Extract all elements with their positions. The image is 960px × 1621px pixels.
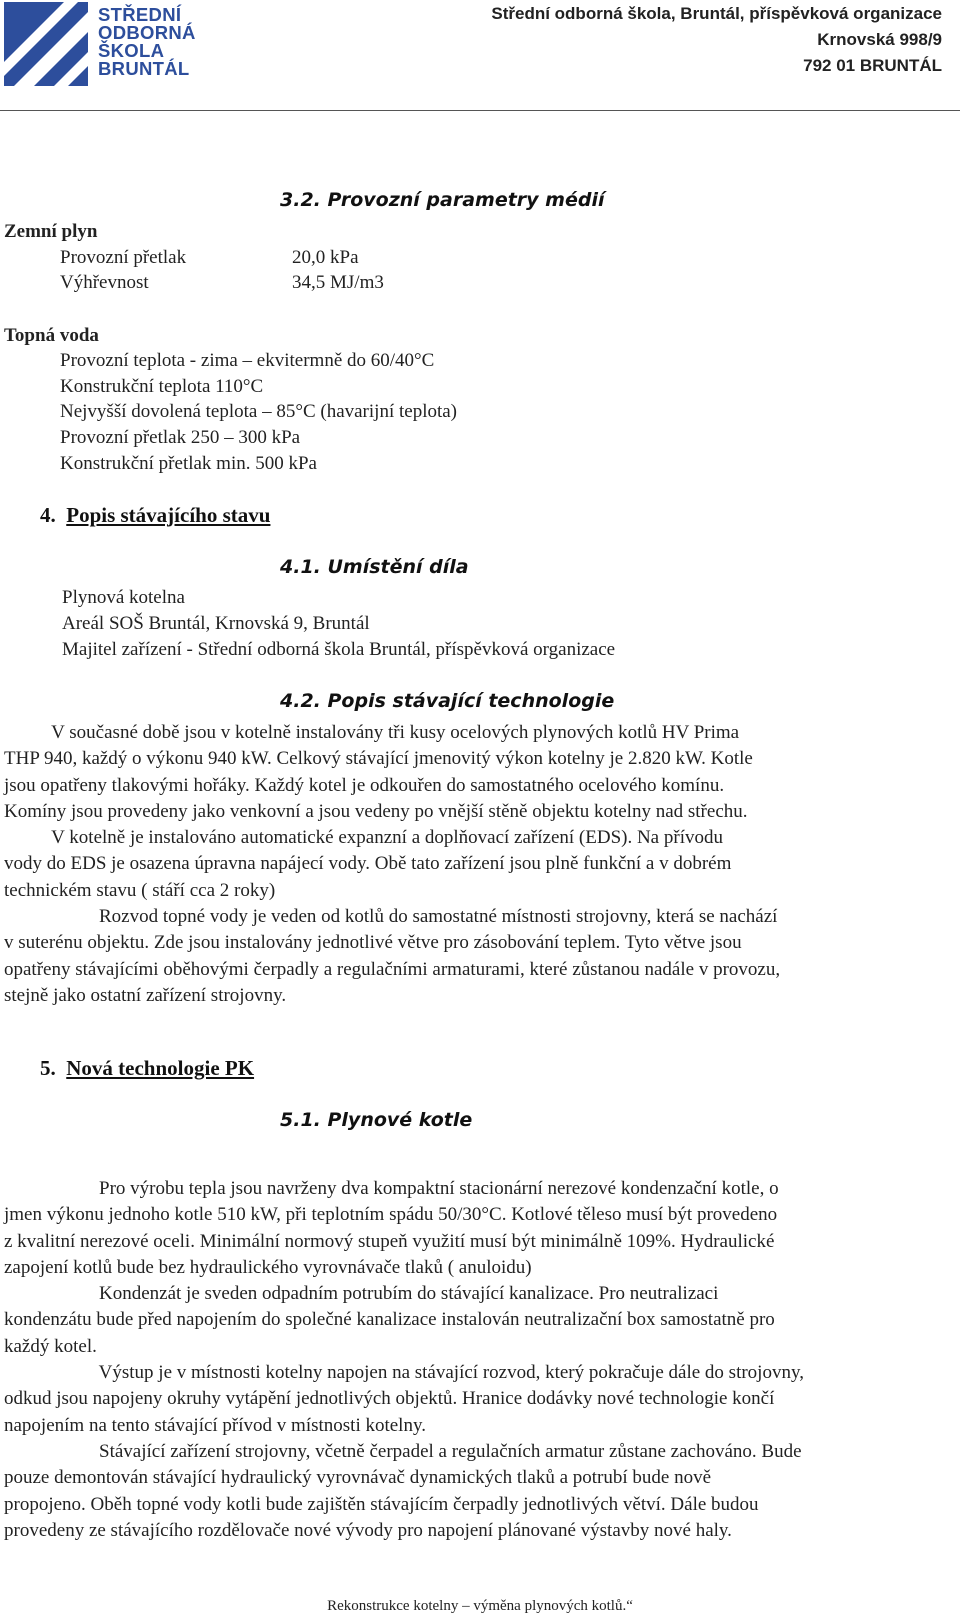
logo-line: ŠKOLA xyxy=(98,40,165,61)
gas-label: Výhřevnost xyxy=(60,272,149,293)
header-divider xyxy=(0,110,960,111)
text-line: technickém stavu ( stáří cca 2 roky) xyxy=(4,879,276,901)
text-line: pouze demontován stávající hydraulický vyrovnávač dynamických tlaků a potrubí bude nově xyxy=(4,1467,712,1489)
text-line: stejně jako ostatní zařízení strojovny. xyxy=(4,984,287,1006)
header-city: 792 01 BRUNTÁL xyxy=(803,56,942,75)
section-4-heading xyxy=(40,503,270,528)
gas-value: 20,0 kPa xyxy=(292,247,359,268)
text-line: Rozvod topné vody je veden od kotlů do samostatné místnosti strojovny, která se nachází xyxy=(4,906,778,928)
header-street: Krnovská 998/9 xyxy=(817,30,942,49)
logo-line: ODBORNÁ xyxy=(98,22,196,43)
logo-wordmark xyxy=(98,6,196,78)
text-line: opatřeny stávajícími oběhovými čerpadly a regulačními armaturami, které zůstanou nadále v provozu, xyxy=(4,958,781,980)
text-line: Výstup je v místnosti kotelny napojen na stávající rozvod, který pokračuje dále do strojovny, xyxy=(4,1362,804,1384)
location-line: Areál SOŠ Bruntál, Krnovská 9, Bruntál xyxy=(62,613,370,634)
text-line: napojením na tento stávající přívod v místnosti kotelny. xyxy=(4,1414,426,1436)
location-line: Plynová kotelna xyxy=(62,587,185,608)
section-5-title: Nová technologie PK xyxy=(66,1056,255,1080)
school-logo xyxy=(4,2,224,86)
text-line: zapojení kotlů bude bez hydraulického vyrovnávače tlaků ( anuloidu) xyxy=(4,1256,532,1278)
text-line: V současné době jsou v kotelně instalovány tři kusy ocelových plynových kotlů HV Prima xyxy=(4,722,740,743)
water-line: Nejvyšší dovolená teplota – 85°C (havarijní teplota) xyxy=(60,401,458,422)
section-4-1-heading: 4.1. Umístění díla xyxy=(280,556,469,578)
gas-label: Provozní přetlak xyxy=(60,247,187,268)
school-logo-icon xyxy=(4,2,88,86)
section-5-heading xyxy=(40,1056,254,1081)
section-5-1-heading: 5.1. Plynové kotle xyxy=(280,1109,473,1131)
section-4-2-text xyxy=(4,720,934,1009)
text-line: odkud jsou napojeny okruhy vytápění jednotlivých objektů. Hranice dodávky nové technologie končí xyxy=(4,1388,775,1410)
text-line: THP 940, každý o výkonu 940 kW. Celkový stávající jmenovitý výkon kotelny je 2.820 kW. Kotle xyxy=(4,748,753,770)
location-line: Majitel zařízení - Střední odborná škola Bruntál, příspěvková organizace xyxy=(62,639,616,660)
text-line: kondenzátu bude před napojením do společné kanalizace instalován neutralizační box samostatně pro xyxy=(4,1309,775,1331)
text-line: Pro výrobu tepla jsou navrženy dva kompaktní stacionární nerezové kondenzační kotle, o xyxy=(4,1178,779,1199)
text-line: V kotelně je instalováno automatické expanzní a doplňovací zařízení (EDS). Na přívodu xyxy=(4,827,723,849)
page-footer: Rekonstrukce kotelny – výměna plynových kotlů.“ xyxy=(327,1598,633,1614)
text-line: jmen výkonu jednoho kotle 510 kW, při teplotním spádu 50/30°C. Kotlové těleso musí být provedeno xyxy=(4,1204,778,1226)
text-line: Komíny jsou provedeny jako venkovní a jsou vedeny po vnější stěně objektu kotelny nad střechu. xyxy=(4,800,748,822)
text-line: vody do EDS je osazena úpravna napájecí vody. Obě tato zařízení jsou plně funkční a v dobrém xyxy=(4,853,732,875)
section-5-1-text xyxy=(4,1176,934,1544)
section-4-title: Popis stávajícího stavu xyxy=(66,503,271,527)
text-line: každý kotel. xyxy=(4,1335,97,1357)
logo-line: BRUNTÁL xyxy=(98,58,190,79)
water-line: Provozní přetlak 250 – 300 kPa xyxy=(60,427,301,448)
text-line: propojeno. Oběh topné vody kotli bude zajištěn stávajícím čerpadly jednotlivých větví. Dále budou xyxy=(4,1493,759,1515)
header-org-name: Střední odborná škola, Bruntál, příspěvková organizace xyxy=(491,4,942,23)
section-5-number: 5. xyxy=(40,1056,56,1080)
text-line: Stávající zařízení strojovny, včetně čerpadel a regulačních armatur zůstane zachováno. Bude xyxy=(4,1440,802,1462)
gas-title: Zemní plyn xyxy=(4,221,98,242)
gas-value: 34,5 MJ/m3 xyxy=(292,272,384,293)
section-3-2-heading: 3.2. Provozní parametry médií xyxy=(280,189,605,211)
text-line: provedeny ze stávajícího rozdělovače nové vývody pro napojení plánované výstavby nové haly. xyxy=(4,1519,732,1541)
section-4-number: 4. xyxy=(40,503,56,527)
section-4-2-heading: 4.2. Popis stávající technologie xyxy=(280,690,615,712)
text-line: z kvalitní nerezové oceli. Minimální normový stupeň využití musí být minimálně 109%. Hydraulické xyxy=(4,1230,775,1252)
water-title: Topná voda xyxy=(4,325,99,346)
text-line: jsou opatřeny tlakovými hořáky. Každý kotel je odkouřen do samostatného ocelového komínu. xyxy=(4,774,725,796)
water-line: Konstrukční teplota 110°C xyxy=(60,376,264,397)
water-line: Provozní teplota - zima – ekvitermně do 60/40°C xyxy=(60,350,435,371)
logo-line: STŘEDNÍ xyxy=(98,4,182,25)
text-line: v suterénu objektu. Zde jsou instalovány jednotlivé větve pro zásobování teplem. Tyto větve jsou xyxy=(4,932,742,954)
water-line: Konstrukční přetlak min. 500 kPa xyxy=(60,453,317,474)
text-line: Kondenzát je sveden odpadním potrubím do stávající kanalizace. Pro neutralizaci xyxy=(4,1283,719,1305)
